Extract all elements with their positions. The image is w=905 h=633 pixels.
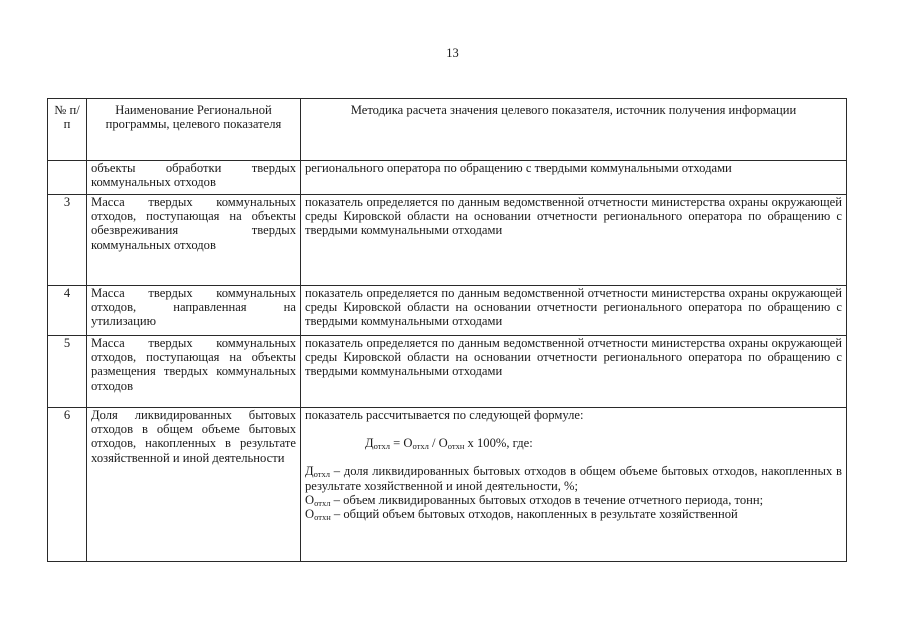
def-text: – доля ликвидированных бытовых отходов в общем объеме бытовых отходов, накопленных в результате хозяйственной и иной деятельности, %; (305, 464, 842, 493)
row-number: 6 (48, 408, 87, 562)
def-symbol-sub: отхл (313, 469, 330, 480)
table-row (48, 336, 847, 408)
formula (305, 436, 842, 450)
definition (305, 493, 842, 507)
formula-o2-sub: отхн (447, 441, 465, 452)
def-symbol: Д (305, 464, 314, 479)
definition (305, 507, 842, 521)
table-row (48, 195, 847, 286)
header-number: № п/п (48, 99, 87, 161)
def-symbol-sub: отхн (314, 512, 331, 523)
def-symbol: О (305, 507, 315, 522)
formula-tail: х 100%, где: (464, 436, 533, 451)
row-number (48, 161, 87, 195)
table-row (48, 408, 847, 562)
formula-d: Д (365, 436, 374, 451)
indicators-table (47, 98, 847, 562)
indicator-method: регионального оператора по обращению с твердыми коммунальными отходами (301, 161, 847, 195)
indicator-name: Доля ликвидированных бытовых отходов в общем объеме бытовых отходов, накопленных в результате хозяйственной и иной деятельности (87, 408, 301, 562)
row-number: 5 (48, 336, 87, 408)
header-name: Наименование Региональной программы, целевого показателя (87, 99, 301, 161)
table-row (48, 161, 847, 195)
indicator-method: показатель определяется по данным ведомственной отчетности министерства охраны окружающей среды Кировской области на основании отчетности регионального оператора по обращению с твердыми коммунальными отходами (301, 195, 847, 286)
def-symbol-sub: отхл (314, 497, 331, 508)
indicator-method: показатель определяется по данным ведомственной отчетности министерства охраны окружающей среды Кировской области на основании отчетности регионального оператора по обращению с твердыми коммунальными отходами (301, 286, 847, 336)
formula-o1: О (403, 436, 413, 451)
def-symbol: О (305, 492, 315, 507)
row-number: 4 (48, 286, 87, 336)
formula-eq: = (389, 436, 404, 451)
indicator-name: объекты обработки твердых коммунальных отходов (87, 161, 301, 195)
indicator-name: Масса твердых коммунальных отходов, поступающая на объекты обезвреживания твердых коммунальных отходов (87, 195, 301, 286)
formula-div: / (428, 436, 439, 451)
formula-intro: показатель рассчитывается по следующей формуле: (305, 408, 584, 422)
indicator-name: Масса твердых коммунальных отходов, поступающая на объекты размещения твердых коммунальных отходов (87, 336, 301, 408)
header-method: Методика расчета значения целевого показателя, источник получения информации (301, 99, 847, 161)
indicator-method: показатель определяется по данным ведомственной отчетности министерства охраны окружающей среды Кировской области на основании отчетности регионального оператора по обращению с твердыми коммунальными отходами (301, 336, 847, 408)
page-number: 13 (446, 46, 459, 60)
row-number: 3 (48, 195, 87, 286)
formula-o1-sub: отхл (412, 441, 429, 452)
definition (305, 464, 842, 492)
def-text: – объем ликвидированных бытовых отходов в течение отчетного периода, тонн; (330, 492, 764, 507)
indicator-name: Масса твердых коммунальных отходов, направленная на утилизацию (87, 286, 301, 336)
def-text: – общий объем бытовых отходов, накопленных в результате хозяйственной (330, 507, 738, 522)
table-row (48, 286, 847, 336)
formula-d-sub: отхл (373, 441, 390, 452)
indicator-method (301, 408, 847, 562)
table-header-row (48, 99, 847, 161)
formula-o2: О (438, 436, 448, 451)
